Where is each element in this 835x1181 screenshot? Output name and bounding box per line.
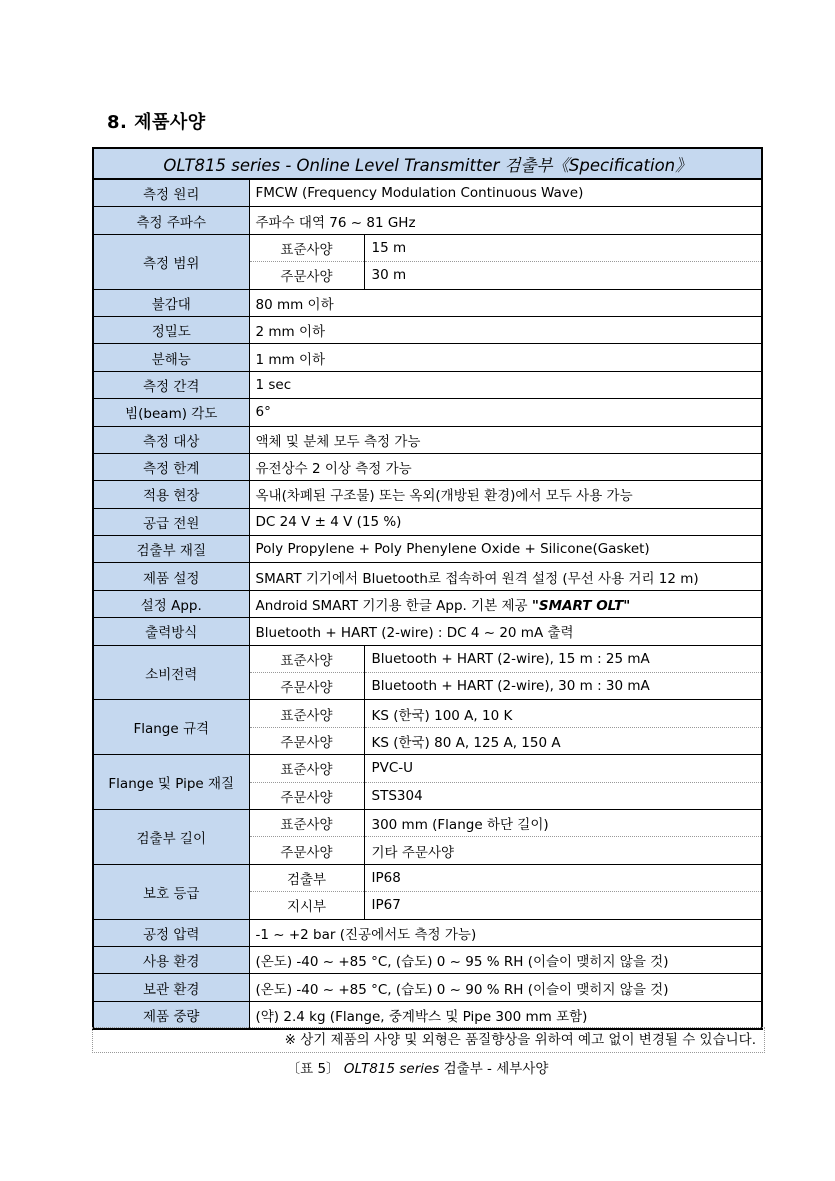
row-value: 유전상수 2 이상 측정 가능 xyxy=(249,453,762,480)
table-row xyxy=(93,755,762,782)
table-title: OLT815 series - Online Level Transmitter 검출부《Specification》 xyxy=(93,148,762,179)
sub-value: IP68 xyxy=(364,864,762,891)
section-heading: 8. 제품사양 xyxy=(107,112,206,133)
sub-value: 15 m xyxy=(364,234,762,261)
row-value: 80 mm 이하 xyxy=(249,289,762,316)
table-row xyxy=(93,919,762,946)
table-row xyxy=(93,1001,762,1029)
sub-value: KS (한국) 80 A, 125 A, 150 A xyxy=(364,727,762,754)
table-row xyxy=(93,809,762,836)
sub-label: 표준사양 xyxy=(249,234,364,261)
sub-value: 300 mm (Flange 하단 길이) xyxy=(364,809,762,836)
sub-label: 지시부 xyxy=(249,892,364,919)
table-row xyxy=(93,453,762,480)
table-row xyxy=(93,426,762,453)
row-label: 빔(beam) 각도 xyxy=(93,399,249,426)
row-value: (온도) -40 ~ +85 °C, (습도) 0 ~ 95 % RH (이슬이 맺히지 않을 것) xyxy=(249,946,762,973)
row-value: FMCW (Frequency Modulation Continuous Wave) xyxy=(249,179,762,207)
table-row xyxy=(93,344,762,371)
table-row xyxy=(93,590,762,617)
row-value: -1 ~ +2 bar (진공에서도 측정 가능) xyxy=(249,919,762,946)
row-value: (온도) -40 ~ +85 °C, (습도) 0 ~ 90 % RH (이슬이 맺히지 않을 것) xyxy=(249,974,762,1001)
row-value: Poly Propylene + Poly Phenylene Oxide + Silicone(Gasket) xyxy=(249,536,762,563)
row-value: (약) 2.4 kg (Flange, 중계박스 및 Pipe 300 mm 포함) xyxy=(249,1001,762,1029)
row-label: 제품 중량 xyxy=(93,1001,249,1029)
row-value: SMART 기기에서 Bluetooth로 접속하여 원격 설정 (무선 사용 거리 12 m) xyxy=(249,563,762,590)
table-row xyxy=(93,399,762,426)
row-value: 6° xyxy=(249,399,762,426)
table-row xyxy=(93,700,762,727)
sub-label: 주문사양 xyxy=(249,262,364,289)
row-value: 2 mm 이하 xyxy=(249,316,762,343)
table-row xyxy=(93,563,762,590)
row-label: 설정 App. xyxy=(93,590,249,617)
spec-table xyxy=(92,147,763,1030)
caption-model: OLT815 series xyxy=(343,1061,440,1077)
sub-value: PVC-U xyxy=(364,755,762,782)
sub-label: 표준사양 xyxy=(249,809,364,836)
row-label: 보호 등급 xyxy=(93,864,249,919)
table-row xyxy=(93,179,762,207)
table-row xyxy=(93,645,762,672)
app-description: Android SMART 기기용 한글 App. 기본 제공 xyxy=(255,598,532,615)
sub-value: Bluetooth + HART (2-wire), 30 m : 30 mA xyxy=(364,673,762,700)
sub-value: KS (한국) 100 A, 10 K xyxy=(364,700,762,727)
row-label: 측정 대상 xyxy=(93,426,249,453)
row-label: 불감대 xyxy=(93,289,249,316)
row-label: 측정 간격 xyxy=(93,371,249,398)
table-row xyxy=(93,508,762,535)
table-row xyxy=(93,481,762,508)
table-title-row xyxy=(93,148,762,179)
table-row xyxy=(93,371,762,398)
sub-label: 표준사양 xyxy=(249,645,364,672)
row-label: 측정 범위 xyxy=(93,234,249,289)
row-label: 공정 압력 xyxy=(93,919,249,946)
row-value: Bluetooth + HART (2-wire) : DC 4 ~ 20 mA 출력 xyxy=(249,618,762,645)
row-label: 보관 환경 xyxy=(93,974,249,1001)
row-label: 사용 환경 xyxy=(93,946,249,973)
sub-label: 주문사양 xyxy=(249,727,364,754)
row-label: 출력방식 xyxy=(93,618,249,645)
app-name: "SMART OLT" xyxy=(531,598,631,615)
table-row xyxy=(93,536,762,563)
row-label: 소비전력 xyxy=(93,645,249,700)
caption-prefix: 〔표 5〕 xyxy=(286,1061,340,1077)
sub-value: 30 m xyxy=(364,262,762,289)
sub-value: STS304 xyxy=(364,782,762,809)
sub-label: 주문사양 xyxy=(249,837,364,864)
row-label: Flange 규격 xyxy=(93,700,249,755)
row-label: 제품 설정 xyxy=(93,563,249,590)
table-row xyxy=(93,207,762,234)
row-label: 측정 주파수 xyxy=(93,207,249,234)
row-value: 주파수 대역 76 ~ 81 GHz xyxy=(249,207,762,234)
sub-value: IP67 xyxy=(364,892,762,919)
row-value: 옥내(차폐된 구조물) 또는 옥외(개방된 환경)에서 모두 사용 가능 xyxy=(249,481,762,508)
sub-label: 표준사양 xyxy=(249,700,364,727)
row-value xyxy=(249,590,762,617)
row-label: 분해능 xyxy=(93,344,249,371)
row-label: 적용 현장 xyxy=(93,481,249,508)
sub-label: 검출부 xyxy=(249,864,364,891)
row-value: 1 sec xyxy=(249,371,762,398)
row-label: Flange 및 Pipe 재질 xyxy=(93,755,249,810)
row-label: 정밀도 xyxy=(93,316,249,343)
row-label: 검출부 길이 xyxy=(93,809,249,864)
table-row xyxy=(93,864,762,891)
sub-value: Bluetooth + HART (2-wire), 15 m : 25 mA xyxy=(364,645,762,672)
caption-suffix: 검출부 - 세부사양 xyxy=(439,1061,549,1077)
row-label: 공급 전원 xyxy=(93,508,249,535)
sub-label: 주문사양 xyxy=(249,782,364,809)
row-label: 측정 한계 xyxy=(93,453,249,480)
table-row xyxy=(93,289,762,316)
row-value: DC 24 V ± 4 V (15 %) xyxy=(249,508,762,535)
disclaimer-note: ※ 상기 제품의 사양 및 외형은 품질향상을 위하여 예고 없이 변경될 수 있습니다. xyxy=(92,1027,765,1053)
row-value: 1 mm 이하 xyxy=(249,344,762,371)
row-label: 측정 원리 xyxy=(93,179,249,207)
table-row xyxy=(93,946,762,973)
table-row xyxy=(93,316,762,343)
row-label: 검출부 재질 xyxy=(93,536,249,563)
row-value: 액체 및 분체 모두 측정 가능 xyxy=(249,426,762,453)
table-row xyxy=(93,234,762,261)
table-row xyxy=(93,974,762,1001)
table-row xyxy=(93,618,762,645)
table-caption xyxy=(0,1057,835,1077)
sub-value: 기타 주문사양 xyxy=(364,837,762,864)
sub-label: 주문사양 xyxy=(249,673,364,700)
sub-label: 표준사양 xyxy=(249,755,364,782)
